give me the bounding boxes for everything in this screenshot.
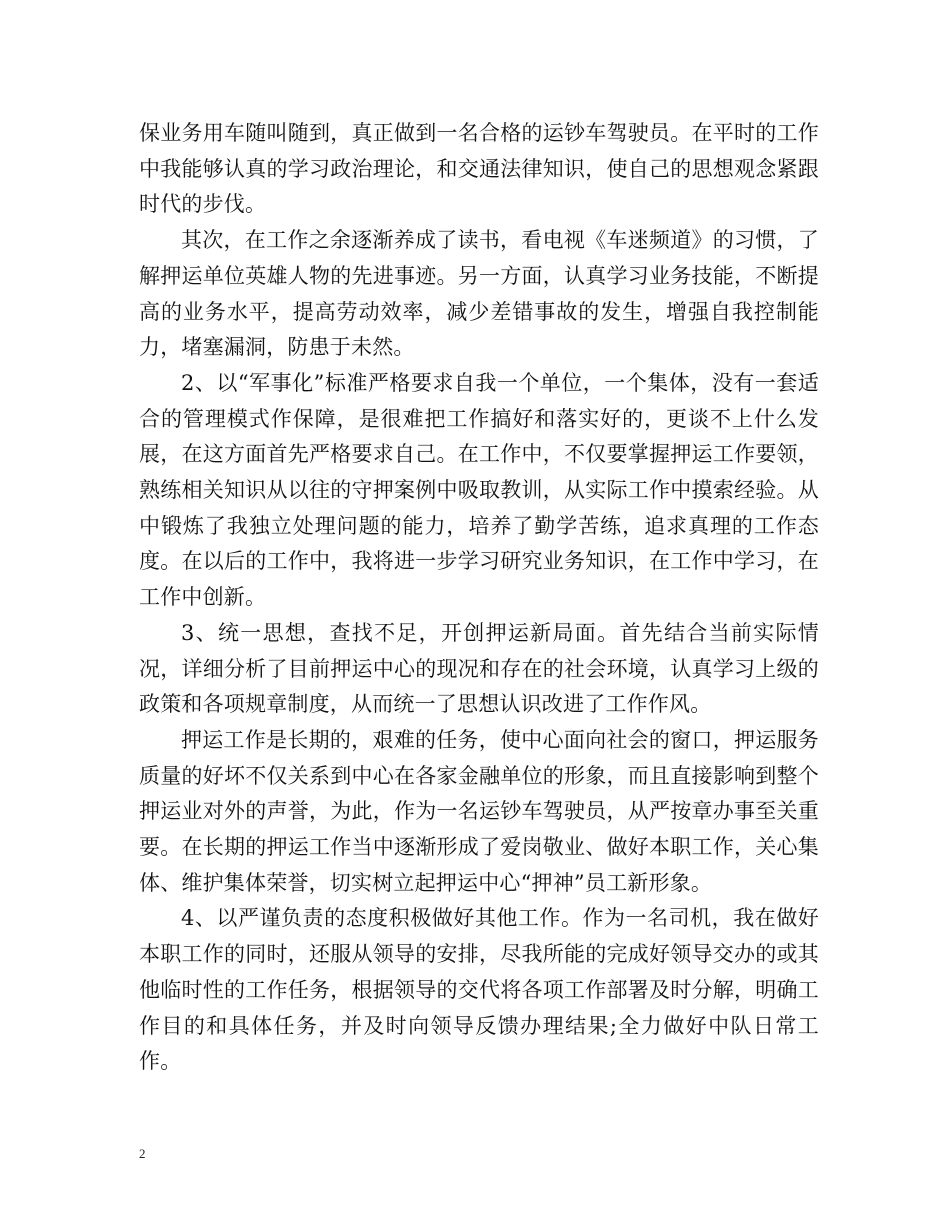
paragraph-escort-work: 押运工作是长期的，艰难的任务，使中心面向社会的窗口，押运服务质量的好坏不仅关系到中心在各家金融单位的形象，而且直接影响到整个押运业对外的声誉，为此，作为一名运钞车驾驶员，从严按章办事至关重要。在长期的押运工作当中逐渐形成了爱岗敬业、做好本职工作，关心集体、维护集体荣誉，切实树立起押运中心“押神”员工新形象。 xyxy=(139,727,819,895)
paragraph-military-standard: 2、以“军事化”标准严格要求自我一个单位，一个集体，没有一套适合的管理模式作保障，是很难把工作搞好和落实好的，更谈不上什么发展，在这方面首先严格要求自己。在工作中，不仅要掌握押运工作要领，熟练相关知识从以往的守押案例中吸取教训，从实际工作中摸索经验。从中锻炼了我独立处理问题的能力，培养了勤学苦练，追求真理的工作态度。在以后的工作中，我将进一步学习研究业务知识，在工作中学习，在工作中创新。 xyxy=(139,370,819,610)
document-body xyxy=(139,116,819,1080)
paragraph-unify-thinking: 3、统一思想，查找不足，开创押运新局面。首先结合当前实际情况，详细分析了目前押运中心的现况和存在的社会环境，认真学习上级的政策和各项规章制度，从而统一了思想认识改进了工作作风。 xyxy=(139,620,819,717)
page-number: 2 xyxy=(139,1146,146,1161)
paragraph-reading-habits: 其次，在工作之余逐渐养成了读书，看电视《车迷频道》的习惯，了解押运单位英雄人物的先进事迹。另一方面，认真学习业务技能，不断提高的业务水平，提高劳动效率，减少差错事故的发生，增强自我控制能力，堵塞漏洞，防患于未然。 xyxy=(139,228,819,360)
paragraph-other-work: 4、以严谨负责的态度积极做好其他工作。作为一名司机，我在做好本职工作的同时，还服从领导的安排，尽我所能的完成好领导交办的或其他临时性的工作任务，根据领导的交代将各项工作部署及时分解，明确工作目的和具体任务，并及时向领导反馈办理结果;全力做好中队日常工作。 xyxy=(139,906,819,1074)
paragraph-continuation: 保业务用车随叫随到，真正做到一名合格的运钞车驾驶员。在平时的工作中我能够认真的学习政治理论，和交通法律知识，使自己的思想观念紧跟时代的步伐。 xyxy=(139,121,819,217)
